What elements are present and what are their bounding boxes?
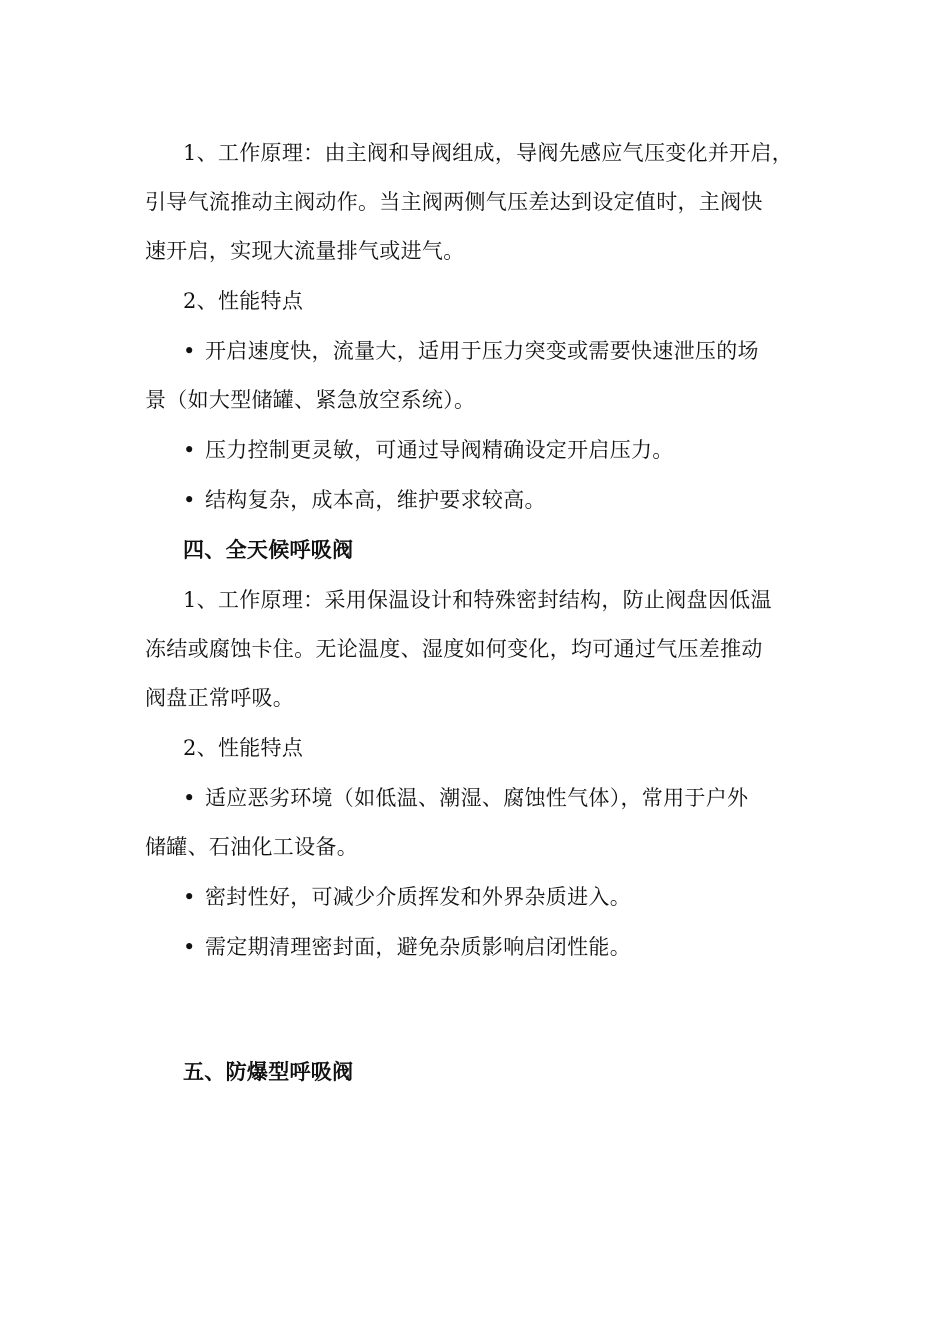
section-heading: 五、防爆型呼吸阀 (183, 1060, 354, 1084)
bullet-text: 密封性好，可减少介质挥发和外界杂质进入。 (205, 885, 631, 909)
paragraph-line: 阀盘正常呼吸。 (145, 686, 295, 710)
bullet-icon: • (183, 339, 196, 363)
bullet-text: 开启速度快，流量大，适用于压力突变或需要快速泄压的场 (205, 339, 759, 363)
bullet-text: 适应恶劣环境（如低温、潮湿、腐蚀性气体），常用于户外 (205, 786, 749, 810)
bullet-item (183, 783, 748, 813)
bullet-icon: • (183, 885, 196, 909)
bullet-continuation: 景（如大型储罐、紧急放空系统）。 (145, 388, 476, 412)
section-heading: 四、全天候呼吸阀 (183, 538, 354, 562)
paragraph-line: 引导气流推动主阀动作。当主阀两侧气压差达到设定值时，主阀快 (145, 190, 763, 214)
bullet-text: 需定期清理密封面，避免杂质影响启闭性能。 (205, 935, 631, 959)
bullet-icon: • (183, 438, 196, 462)
bullet-text: 压力控制更灵敏，可通过导阀精确设定开启压力。 (205, 438, 674, 462)
paragraph-line: 冻结或腐蚀卡住。无论温度、湿度如何变化，均可通过气压差推动 (145, 637, 763, 661)
paragraph-line: 1、工作原理：由主阀和导阀组成，导阀先感应气压变化并开启， (183, 141, 794, 165)
bullet-item (183, 882, 631, 912)
bullet-icon: • (183, 488, 196, 512)
bullet-icon: • (183, 786, 196, 810)
bullet-continuation: 储罐、石油化工设备。 (145, 835, 358, 859)
bullet-text: 结构复杂，成本高，维护要求较高。 (205, 488, 546, 512)
paragraph-line: 1、工作原理：采用保温设计和特殊密封结构，防止阀盘因低温 (183, 588, 772, 612)
features-title: 2、性能特点 (183, 289, 304, 313)
features-title: 2、性能特点 (183, 736, 304, 760)
bullet-item (183, 485, 546, 515)
bullet-item (183, 435, 674, 465)
paragraph-line: 速开启，实现大流量排气或进气。 (145, 239, 465, 263)
bullet-item (183, 932, 631, 962)
bullet-item (183, 336, 759, 366)
bullet-icon: • (183, 935, 196, 959)
